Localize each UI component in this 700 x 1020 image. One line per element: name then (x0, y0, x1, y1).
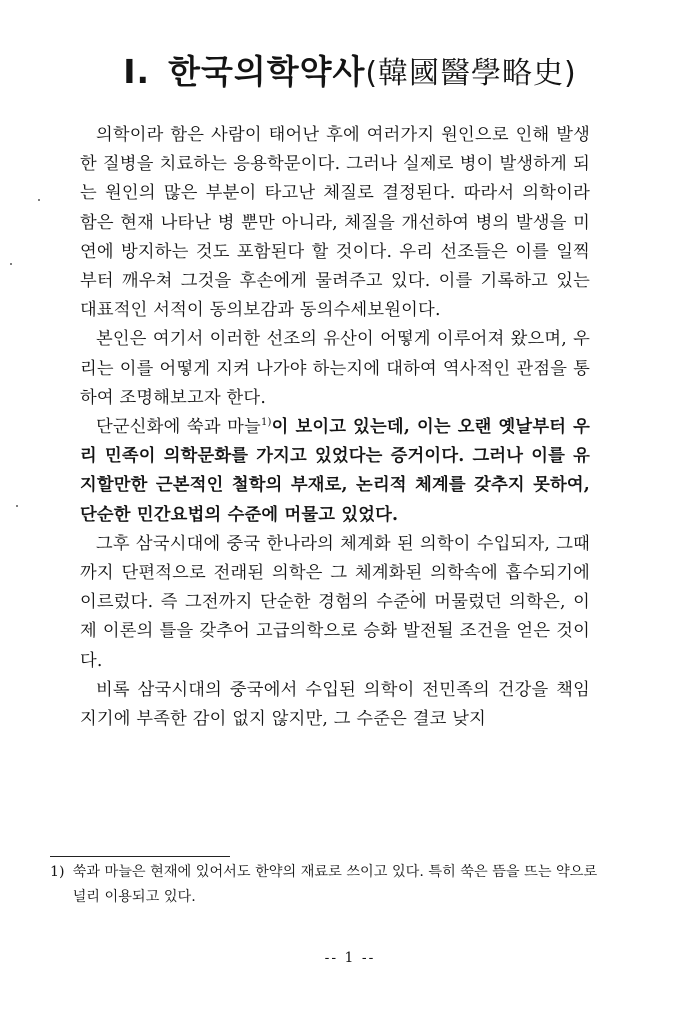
scan-speck (10, 263, 12, 265)
title-numeral: Ⅰ. (123, 52, 151, 91)
body-text (80, 121, 590, 734)
footnote-reference: 1) (260, 417, 272, 429)
paragraph-2: 본인은 여기서 이러한 선조의 유산이 어떻게 이루어져 왔으며, 우리는 이를 어떻게 지켜 나가야 하는지에 대하여 역사적인 관점을 통하여 조명해보고자 한다. (80, 329, 590, 408)
paragraph-3 (80, 413, 590, 530)
footnote-number: 1) (50, 864, 65, 880)
title-korean: 한국의학약사 (168, 52, 366, 91)
scan-speck (38, 199, 40, 201)
paragraph-3-rest: 이 보이고 있는데, 이는 오랜 옛날부터 우리 민족이 의학문화를 가지고 있었다는 증거이다. 그러나 이를 유지할만한 근본적인 철학의 부재로, 논리적 체계를 갖추지 못하여, 단순한 민간요법의 수준에 머물고 있었다. (80, 417, 590, 525)
footnote (50, 860, 610, 910)
footnote-text: 쑥과 마늘은 현재에 있어서도 한약의 재료로 쓰이고 있다. 특히 쑥은 뜸을 뜨는 약으로 널리 이용되고 있다. (72, 864, 598, 905)
scan-speck (412, 590, 414, 592)
paragraph-3-start: 단군신화에 쑥과 마늘 (96, 417, 261, 438)
footnote-divider (50, 856, 230, 857)
title-hanja: (韓國醫學略史) (365, 56, 577, 91)
scan-speck (16, 505, 18, 507)
paragraph-4: 그후 삼국시대에 중국 한나라의 체계화 된 의학이 수입되자, 그때까지 단편적으로 전래된 의학은 그 체계화된 의학속에 흡수되기에 이르렀다. 즉 그전까지 단순한 경험의 수준에 머물렀던 의학은, 이제 이론의 틀을 갖추어 고급의학으로 승화 발전될 조건을 얻은 것이다. (80, 533, 590, 671)
paragraph-5: 비록 삼국시대의 중국에서 수입된 의학이 전민족의 건강을 책임지기에 부족한 감이 없지 않지만, 그 수준은 결코 낮지 (80, 679, 590, 730)
paragraph-1: 의학이라 함은 사람이 태어난 후에 여러가지 원인으로 인해 발생한 질병을 치료하는 응용학문이다. 그러나 실제로 병이 발생하게 되는 원인의 많은 부분이 타고난 체질로 결정된다. 따라서 의학이라 함은 현재 나타난 병 뿐만 아니라, 체질을 개선하여 병의 발생을 미연에 방지하는 것도 포함된다 할 것이다. 우리 선조들은 이를 일찍부터 깨우쳐 그것을 후손에게 물려주고 있다. 이를 기록하고 있는 대표적인 서적이 동의보감과 동의수세보원이다. (80, 125, 590, 321)
page-title (0, 44, 700, 102)
page-number: -- 1 -- (324, 950, 376, 966)
